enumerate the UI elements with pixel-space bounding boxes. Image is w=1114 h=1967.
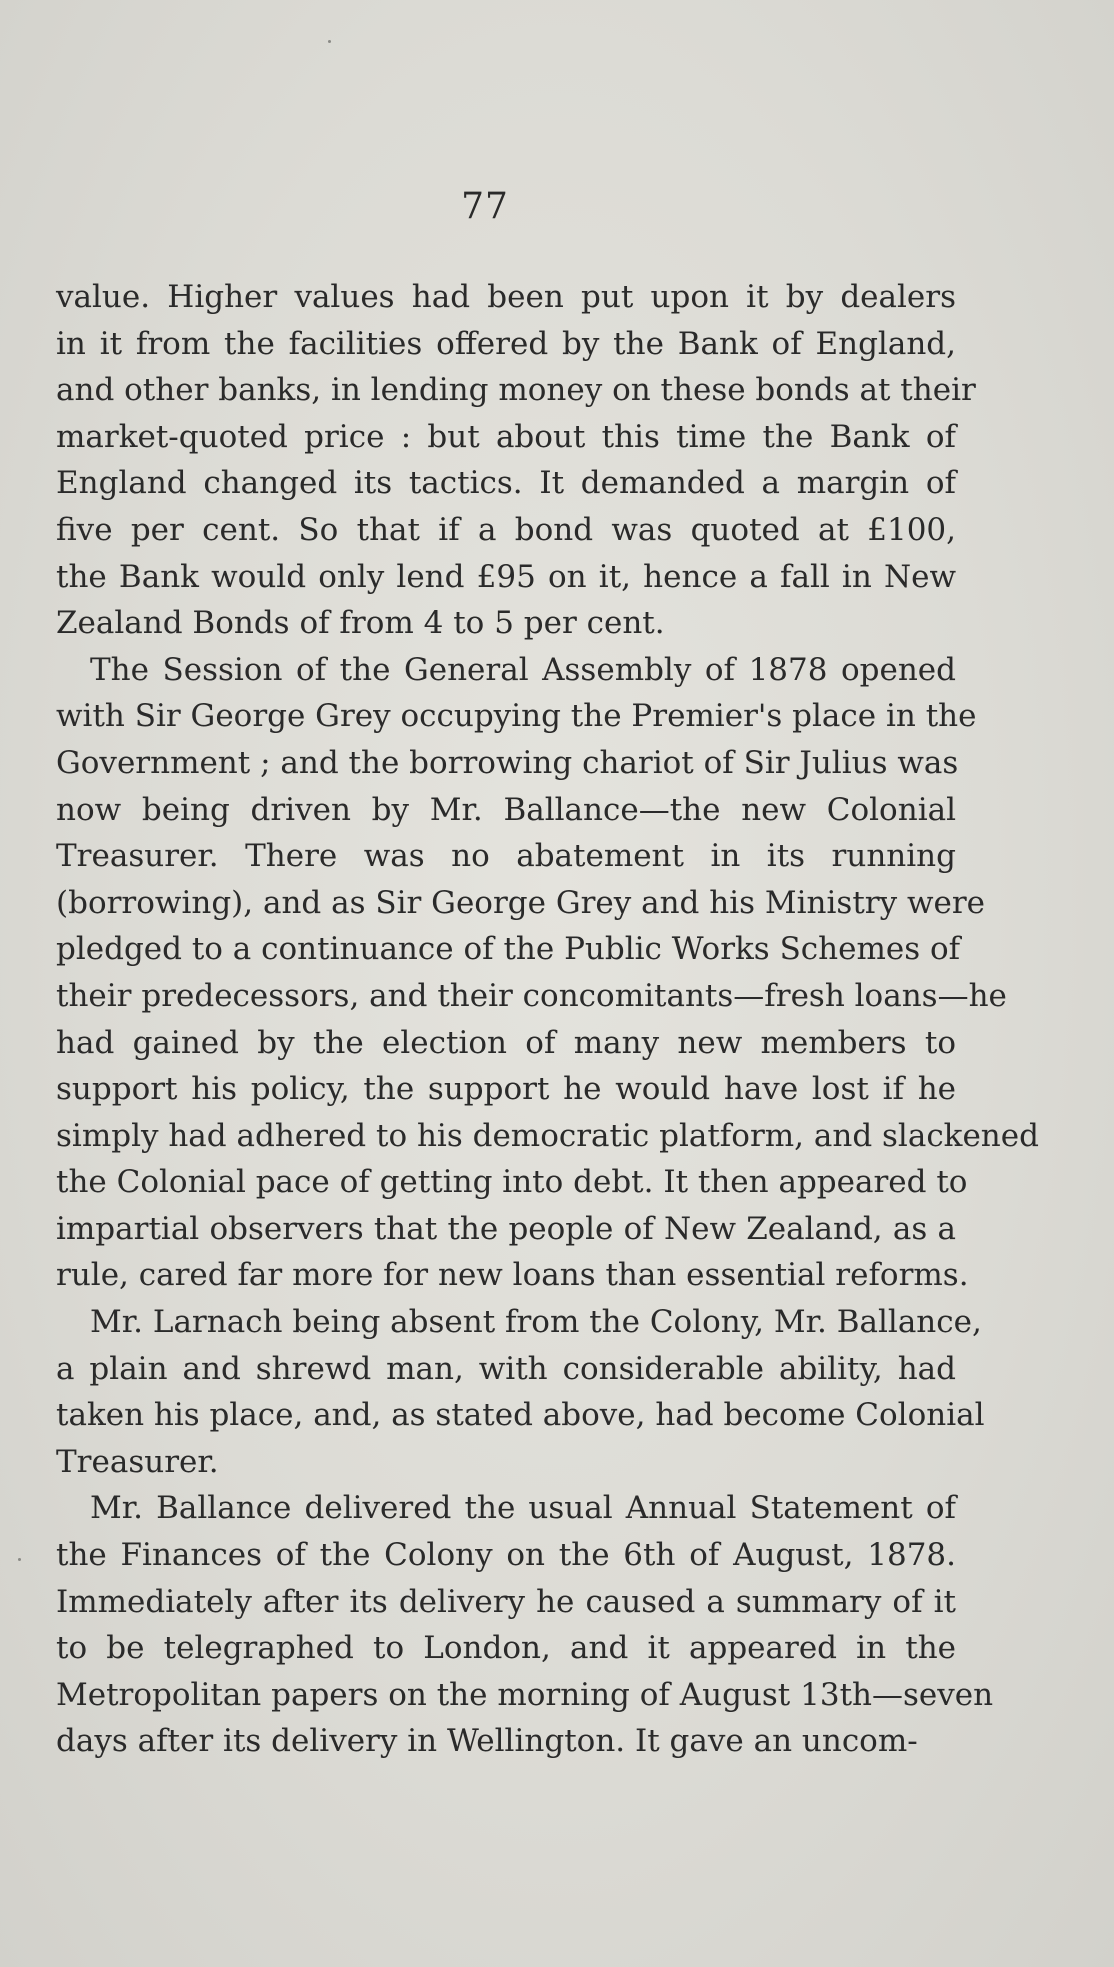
text-line: (borrowing), and as Sir George Grey and his Ministry were — [56, 884, 986, 921]
text-line: market-quoted price : but about this time the Bank of — [56, 418, 956, 455]
text-line: Zealand Bonds of from 4 to 5 per cent. — [56, 605, 665, 642]
text-line: days after its delivery in Wellington. It gave an uncom- — [56, 1723, 918, 1760]
text-line: Mr. Ballance delivered the usual Annual Statement of — [90, 1490, 956, 1527]
text-line: now being driven by Mr. Ballance—the new Colonial — [56, 791, 956, 828]
text-line: in it from the facilities offered by the Bank of England, — [56, 325, 956, 362]
paper-speck — [328, 40, 331, 43]
text-line: rule, cared far more for new loans than essential reforms. — [56, 1257, 969, 1294]
body-text — [56, 274, 1039, 1765]
text-line: Treasurer. — [56, 1443, 219, 1480]
text-line: the Bank would only lend £95 on it, hence a fall in New — [56, 558, 956, 595]
text-line: support his policy, the support he would have lost if he — [56, 1071, 956, 1108]
text-line: Mr. Larnach being absent from the Colony, Mr. Ballance, — [90, 1304, 982, 1341]
text-line: had gained by the election of many new members to — [56, 1024, 956, 1061]
text-line: Immediately after its delivery he caused a summary of it — [56, 1583, 956, 1620]
text-line: The Session of the General Assembly of 1878 opened — [90, 651, 956, 688]
text-line: with Sir George Grey occupying the Premier's place in the — [56, 698, 977, 735]
text-line: Government ; and the borrowing chariot of Sir Julius was — [56, 744, 959, 781]
text-line: a plain and shrewd man, with considerable ability, had — [56, 1350, 956, 1387]
paragraph — [56, 1485, 994, 1765]
paragraph — [56, 1299, 985, 1485]
text-line: Treasurer. There was no abatement in its running — [56, 838, 956, 875]
text-line: value. Higher values had been put upon it by dealers — [56, 279, 956, 315]
text-line: and other banks, in lending money on these bonds at their — [56, 372, 976, 409]
text-line: impartial observers that the people of New Zealand, as a — [56, 1210, 956, 1247]
text-line: the Finances of the Colony on the 6th of August, 1878. — [56, 1537, 956, 1574]
text-line: Metropolitan papers on the morning of August 13th—seven — [56, 1676, 994, 1713]
text-line: to be telegraphed to London, and it appeared in the — [56, 1630, 956, 1667]
paragraph — [56, 274, 976, 647]
paper-speck — [18, 1558, 21, 1561]
text-line: five per cent. So that if a bond was quoted at £100, — [56, 511, 956, 548]
page-number: 77 — [461, 186, 509, 227]
paragraph — [56, 647, 1039, 1299]
text-line: simply had adhered to his democratic platform, and slackened — [56, 1117, 1039, 1154]
text-line: taken his place, and, as stated above, had become Colonial — [56, 1397, 985, 1434]
text-line: their predecessors, and their concomitants—fresh loans—he — [56, 977, 1007, 1014]
text-line: the Colonial pace of getting into debt. It then appeared to — [56, 1164, 968, 1201]
text-line: England changed its tactics. It demanded a margin of — [56, 465, 956, 502]
text-line: pledged to a continuance of the Public Works Schemes of — [56, 931, 961, 968]
